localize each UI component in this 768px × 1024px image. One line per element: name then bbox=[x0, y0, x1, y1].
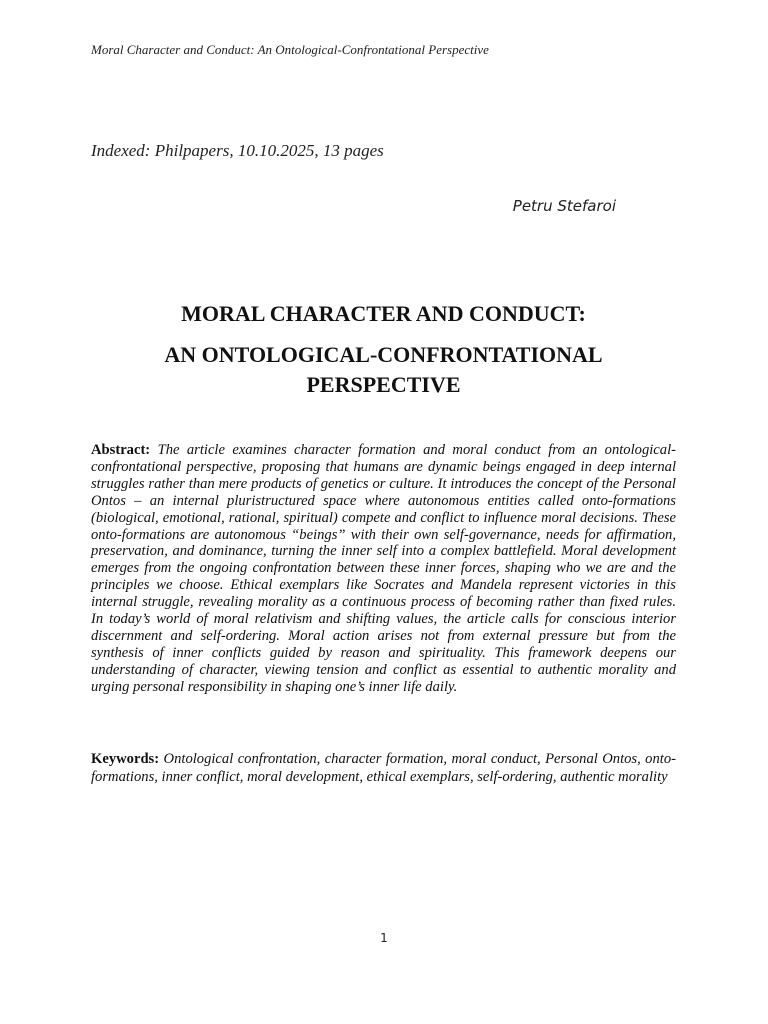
indexing-note: Indexed: Philpapers, 10.10.2025, 13 pages bbox=[91, 141, 384, 160]
keywords-paragraph bbox=[91, 751, 676, 786]
paper-title bbox=[91, 300, 676, 400]
author-name: Petru Stefaroi bbox=[512, 197, 616, 215]
abstract-label: Abstract: bbox=[91, 442, 151, 458]
keywords-text: Ontological confrontation, character formation, moral conduct, Personal Ontos, onto-formations, inner conflict, moral development, ethical exemplars, self-ordering, authentic morality bbox=[91, 751, 676, 785]
page-number: 1 bbox=[380, 931, 388, 945]
title-line-1: MORAL CHARACTER AND CONDUCT: bbox=[181, 301, 586, 326]
abstract-paragraph bbox=[91, 442, 676, 696]
running-header: Moral Character and Conduct: An Ontological-Confrontational Perspective bbox=[91, 42, 489, 57]
abstract-text: The article examines character formation and moral conduct from an ontological-confrontational perspective, proposing that humans are dynamic beings engaged in deep internal struggles rather than mere products of genetics or culture. It introduces the concept of the Personal Ontos – an internal pluristructured space where autonomous entities called onto-formations (biological, emotional, rational, spiritual) compete and conflict to influence moral decisions. These onto-formations are autonomous “beings” with their own self-governance, needs for affirmation, preservation, and dominance, turning the inner self into a complex battlefield. Moral development emerges from the ongoing confrontation between these inner forces, shaping who we are and the principles we choose. Ethical exemplars like Socrates and Mandela represent victories in this internal struggle, revealing morality as a continuous process of becoming rather than fixed rules. In today’s world of moral relativism and shifting values, the article calls for conscious interior discernment and self-ordering. Moral action arises not from external pressure but from the synthesis of inner conflicts guided by reason and spirituality. This framework deepens our understanding of character, viewing tension and conflict as essential to authentic morality and urging personal responsibility in shaping one’s inner life daily. bbox=[91, 442, 676, 695]
title-line-2: AN ONTOLOGICAL-CONFRONTATIONAL PERSPECTIVE bbox=[164, 342, 603, 397]
keywords-label: Keywords: bbox=[91, 751, 160, 767]
